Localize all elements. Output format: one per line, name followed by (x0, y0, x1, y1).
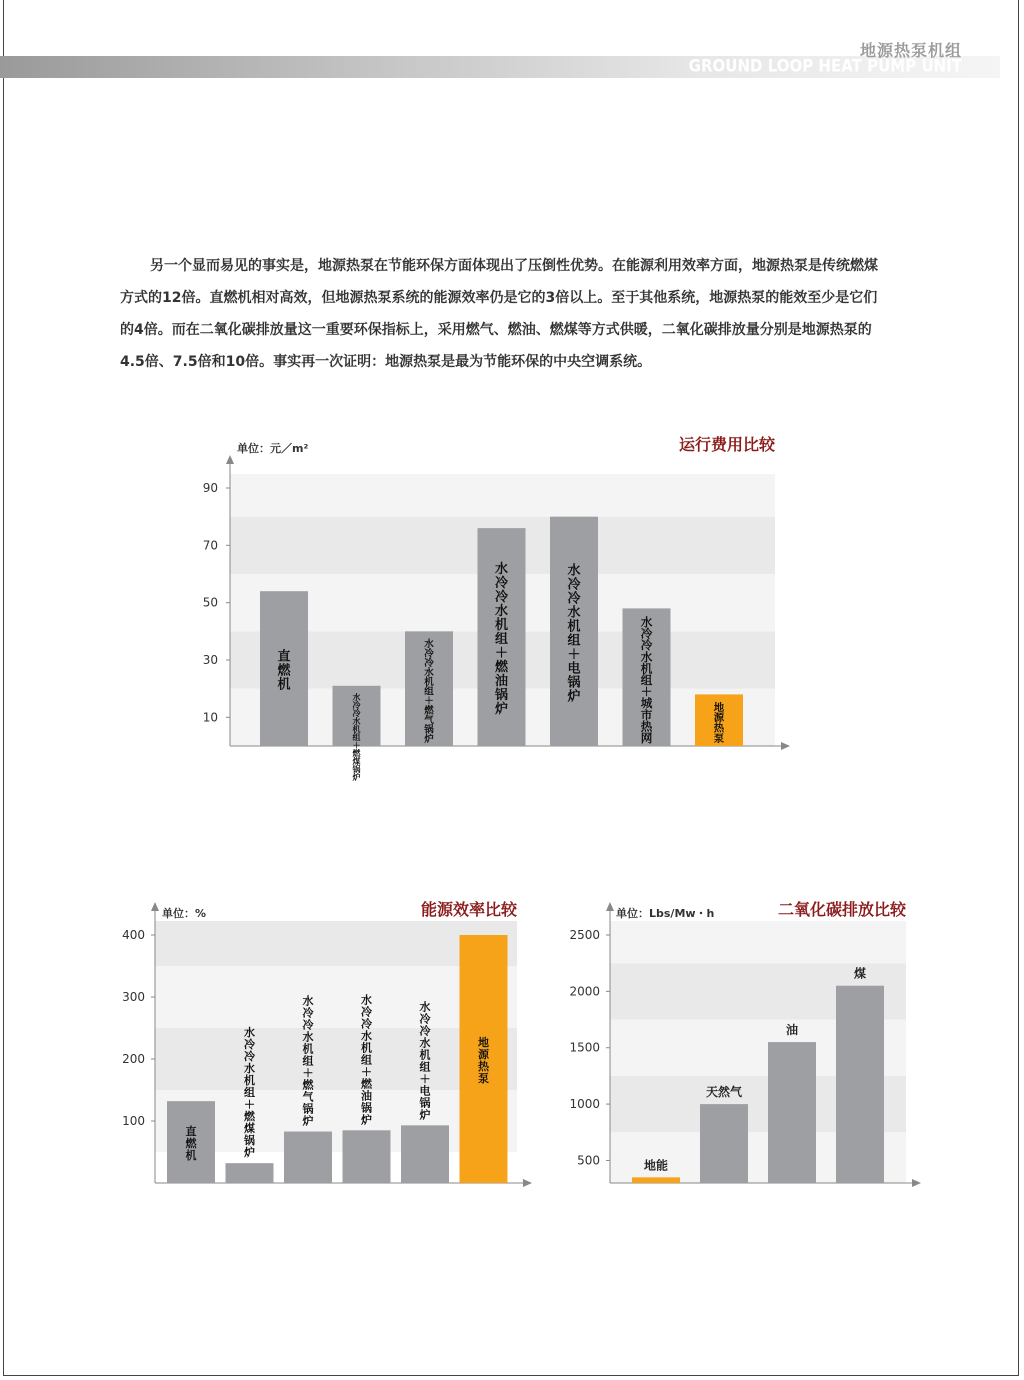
chart-title: 能源效率比较 (420, 900, 517, 919)
y-tick-label: 70 (202, 538, 218, 553)
header-title-en: GROUND LOOP HEAT PUMP UNIT (688, 56, 962, 76)
x-axis-arrow (912, 1179, 921, 1187)
bar (284, 1132, 332, 1183)
bar-label: 水冷冷水机组＋电锅炉 (419, 1000, 431, 1122)
bar-label: 水冷冷水机组＋燃煤锅炉 (244, 1026, 255, 1160)
chart-title: 二氧化碳排放比较 (777, 900, 906, 919)
co2-emission-chart (560, 895, 930, 1195)
chart-unit-label: 单位：Lbs/Mw・h (616, 907, 715, 920)
bar-label: 油 (785, 1023, 799, 1038)
bar-label: 地源热泵 (713, 701, 725, 745)
bar-label: 水冷冷水机组＋燃油锅炉 (361, 993, 372, 1127)
y-tick-label: 1000 (569, 1097, 600, 1112)
y-tick-label: 2000 (569, 984, 600, 999)
bar (343, 1130, 391, 1183)
bar (401, 1125, 449, 1183)
y-tick-label: 300 (122, 990, 145, 1004)
y-tick-label: 30 (202, 653, 218, 667)
y-tick-label: 500 (577, 1153, 600, 1168)
highlight-bar (632, 1177, 680, 1183)
bar-label: 水冷冷水机组＋燃油锅炉 (494, 562, 509, 718)
intro-paragraph: 另一个显而易见的事实是，地源热泵在节能环保方面体现出了压倒性优势。在能源利用效率方面，地源热泵是传统燃煤方式的12倍。直燃机相对高效，但地源热泵系统的能源效率仍是它的3倍以上。至于其他系统，地源热泵的能效至少是它们的4倍。而在二氧化碳排放量这一重要环保指标上，采用燃气、燃油、燃煤等方式供暖，二氧化碳排放量分别是地源热泵的4.5倍、7.5倍和10倍。事实再一次证明：地源热泵是最为节能环保的中央空调系统。 (120, 258, 878, 370)
bar-label: 地源热泵 (478, 1036, 489, 1085)
bar (226, 1163, 274, 1183)
bar (836, 986, 884, 1183)
x-axis-arrow (523, 1179, 532, 1187)
y-tick-label: 10 (202, 710, 218, 725)
bar-label: 直燃机 (185, 1125, 197, 1163)
y-tick-label: 400 (122, 928, 145, 942)
chart-title: 运行费用比较 (678, 435, 775, 454)
bar-label: 水冷冷水机组＋城市热网 (640, 615, 653, 745)
header-title-cn: 地源热泵机组 (859, 41, 962, 60)
chart-background-band (610, 921, 906, 963)
bar-label: 水冷冷水机组＋燃气锅炉 (302, 994, 314, 1128)
y-tick-label: 200 (122, 1052, 145, 1066)
y-tick-label: 50 (202, 595, 218, 610)
bar (768, 1042, 816, 1183)
y-axis-arrow (606, 902, 614, 911)
energy-efficiency-chart (110, 895, 540, 1195)
bar-label: 煤 (853, 966, 867, 981)
y-axis-arrow (226, 455, 234, 464)
x-axis-arrow (781, 742, 790, 750)
y-axis-arrow (151, 902, 159, 911)
chart-unit-label: 单位：元／m² (237, 442, 309, 455)
bar-label: 水冷冷水机组＋电锅炉 (567, 563, 581, 705)
operating-cost-chart (190, 430, 800, 782)
bar-label: 地能 (643, 1158, 669, 1173)
bar-label: 水冷冷水机组＋燃煤锅炉 (352, 692, 361, 782)
chart-background-band (230, 474, 775, 517)
chart-unit-label: 单位：% (162, 907, 207, 920)
y-tick-label: 2500 (569, 928, 600, 942)
bar-label: 水冷冷水机组＋燃气锅炉 (424, 638, 434, 745)
y-tick-label: 90 (202, 481, 218, 495)
bar (700, 1104, 748, 1183)
y-tick-label: 100 (122, 1114, 145, 1128)
y-tick-label: 1500 (569, 1040, 600, 1055)
bar-label: 天然气 (705, 1085, 743, 1100)
bar-label: 直燃机 (277, 649, 291, 693)
